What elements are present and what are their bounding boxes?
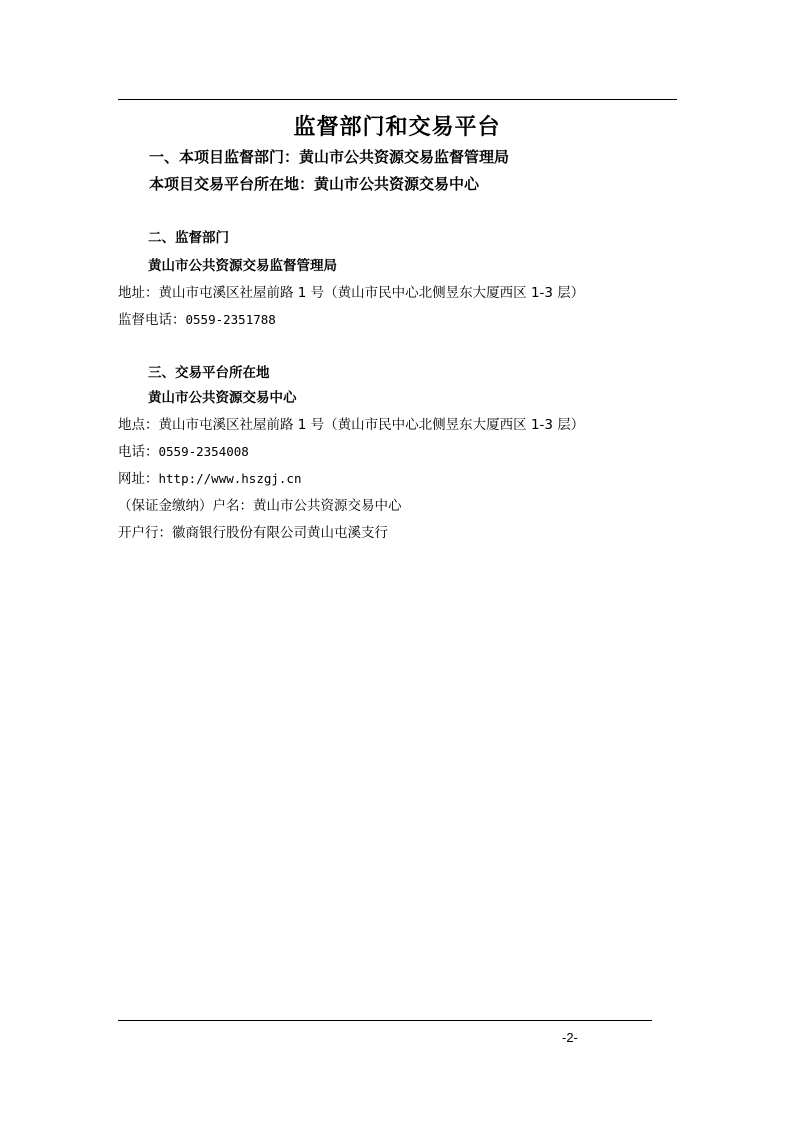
intro-supervision-line: 一、本项目监督部门：黄山市公共资源交易监督管理局 [149, 148, 510, 166]
section2-phone-label: 监督电话： [118, 312, 186, 328]
section3-heading: 三、交易平台所在地 [148, 365, 270, 381]
intro-platform-line: 本项目交易平台所在地：黄山市公共资源交易中心 [149, 175, 480, 193]
section2-org-name: 黄山市公共资源交易监督管理局 [148, 258, 337, 274]
section3-website [118, 473, 302, 487]
section2-address: 地址：黄山市屯溪区社屋前路 1 号（黄山市民中心北侧昱东大厦西区 1-3 层） [118, 285, 585, 301]
section3-website-label: 网址： [118, 471, 159, 487]
section2-phone [118, 314, 276, 328]
section3-bank: 开户行：徽商银行股份有限公司黄山屯溪支行 [118, 525, 388, 541]
header-rule [118, 99, 677, 100]
section2-heading: 二、监督部门 [148, 230, 229, 246]
page-title: 监督部门和交易平台 [293, 114, 501, 140]
section2-phone-value: 0559-2351788 [185, 312, 276, 327]
section3-phone-value: 0559-2354008 [158, 444, 249, 459]
section3-phone-label: 电话： [118, 444, 159, 460]
section3-org-name: 黄山市公共资源交易中心 [148, 390, 297, 406]
section3-website-link[interactable]: http://www.hszgj.cn [158, 471, 302, 486]
footer-rule [118, 1020, 652, 1021]
section3-account-name: （保证金缴纳）户名：黄山市公共资源交易中心 [118, 498, 402, 514]
section3-phone [118, 446, 249, 460]
page-number: -2- [562, 1030, 578, 1045]
section3-address: 地点：黄山市屯溪区社屋前路 1 号（黄山市民中心北侧昱东大厦西区 1-3 层） [118, 417, 585, 433]
